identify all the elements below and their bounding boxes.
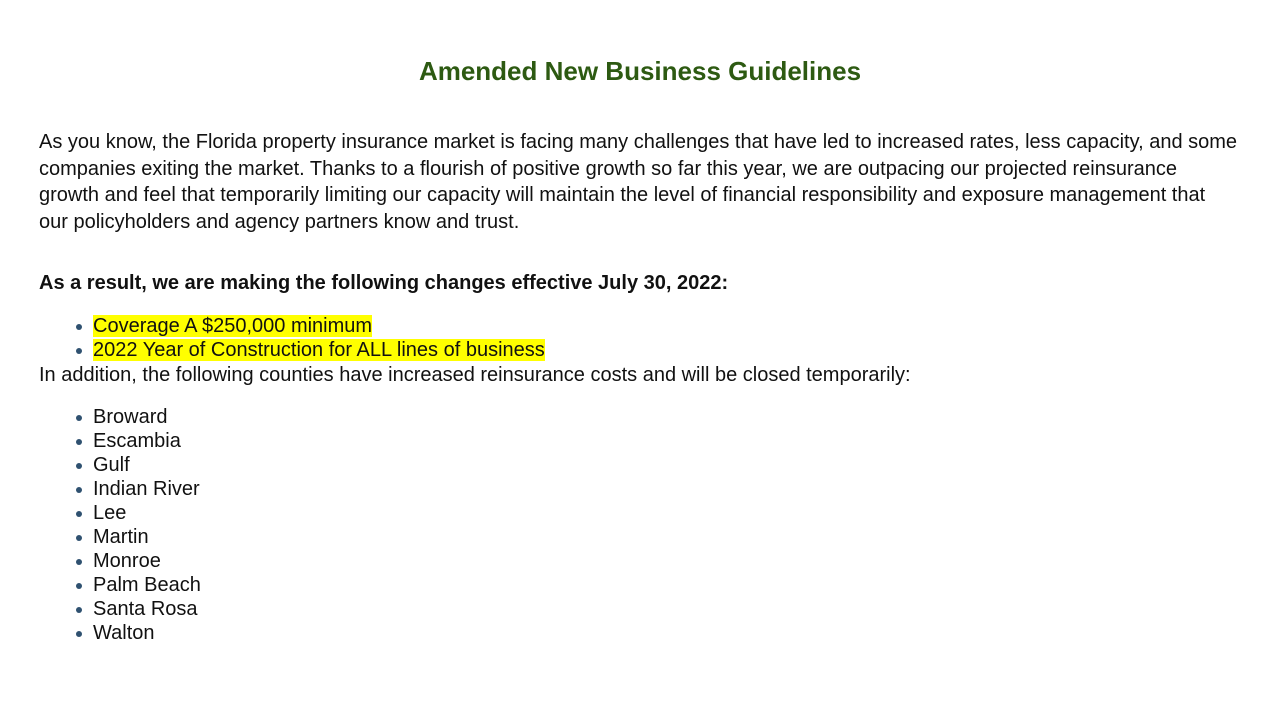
- county-item: Martin: [39, 525, 1241, 549]
- county-item: Santa Rosa: [39, 597, 1241, 621]
- intro-paragraph: As you know, the Florida property insurance market is facing many challenges that have led to increased rates, less capacity, and some companies exiting the market. Thanks to a flourish of positive growth so far this year, we are outpacing our projected reinsurance growth and feel that temporarily limiting our capacity will maintain the level of financial responsibility and exposure management that our policyholders and agency partners know and trust.: [39, 131, 1238, 233]
- county-item: Gulf: [39, 453, 1241, 477]
- counties-list: [39, 405, 1241, 645]
- change-item-text: 2022 Year of Construction for ALL lines of business: [93, 339, 545, 361]
- county-item: Lee: [39, 501, 1241, 525]
- change-item: [39, 314, 1241, 338]
- county-item: Palm Beach: [39, 573, 1241, 597]
- county-item: Broward: [39, 405, 1241, 429]
- change-item-text: Coverage A $250,000 minimum: [93, 315, 373, 337]
- changes-list: [39, 314, 1241, 362]
- change-item: [39, 338, 1241, 362]
- county-item: Walton: [39, 621, 1241, 645]
- county-item: Indian River: [39, 477, 1241, 501]
- county-item: Escambia: [39, 429, 1241, 453]
- county-item: Monroe: [39, 549, 1241, 573]
- page-title: Amended New Business Guidelines: [418, 56, 862, 86]
- counties-lead-text: In addition, the following counties have increased reinsurance costs and will be closed temporarily:: [39, 364, 911, 386]
- changes-lead-text: As a result, we are making the following changes effective July 30, 2022:: [39, 272, 729, 294]
